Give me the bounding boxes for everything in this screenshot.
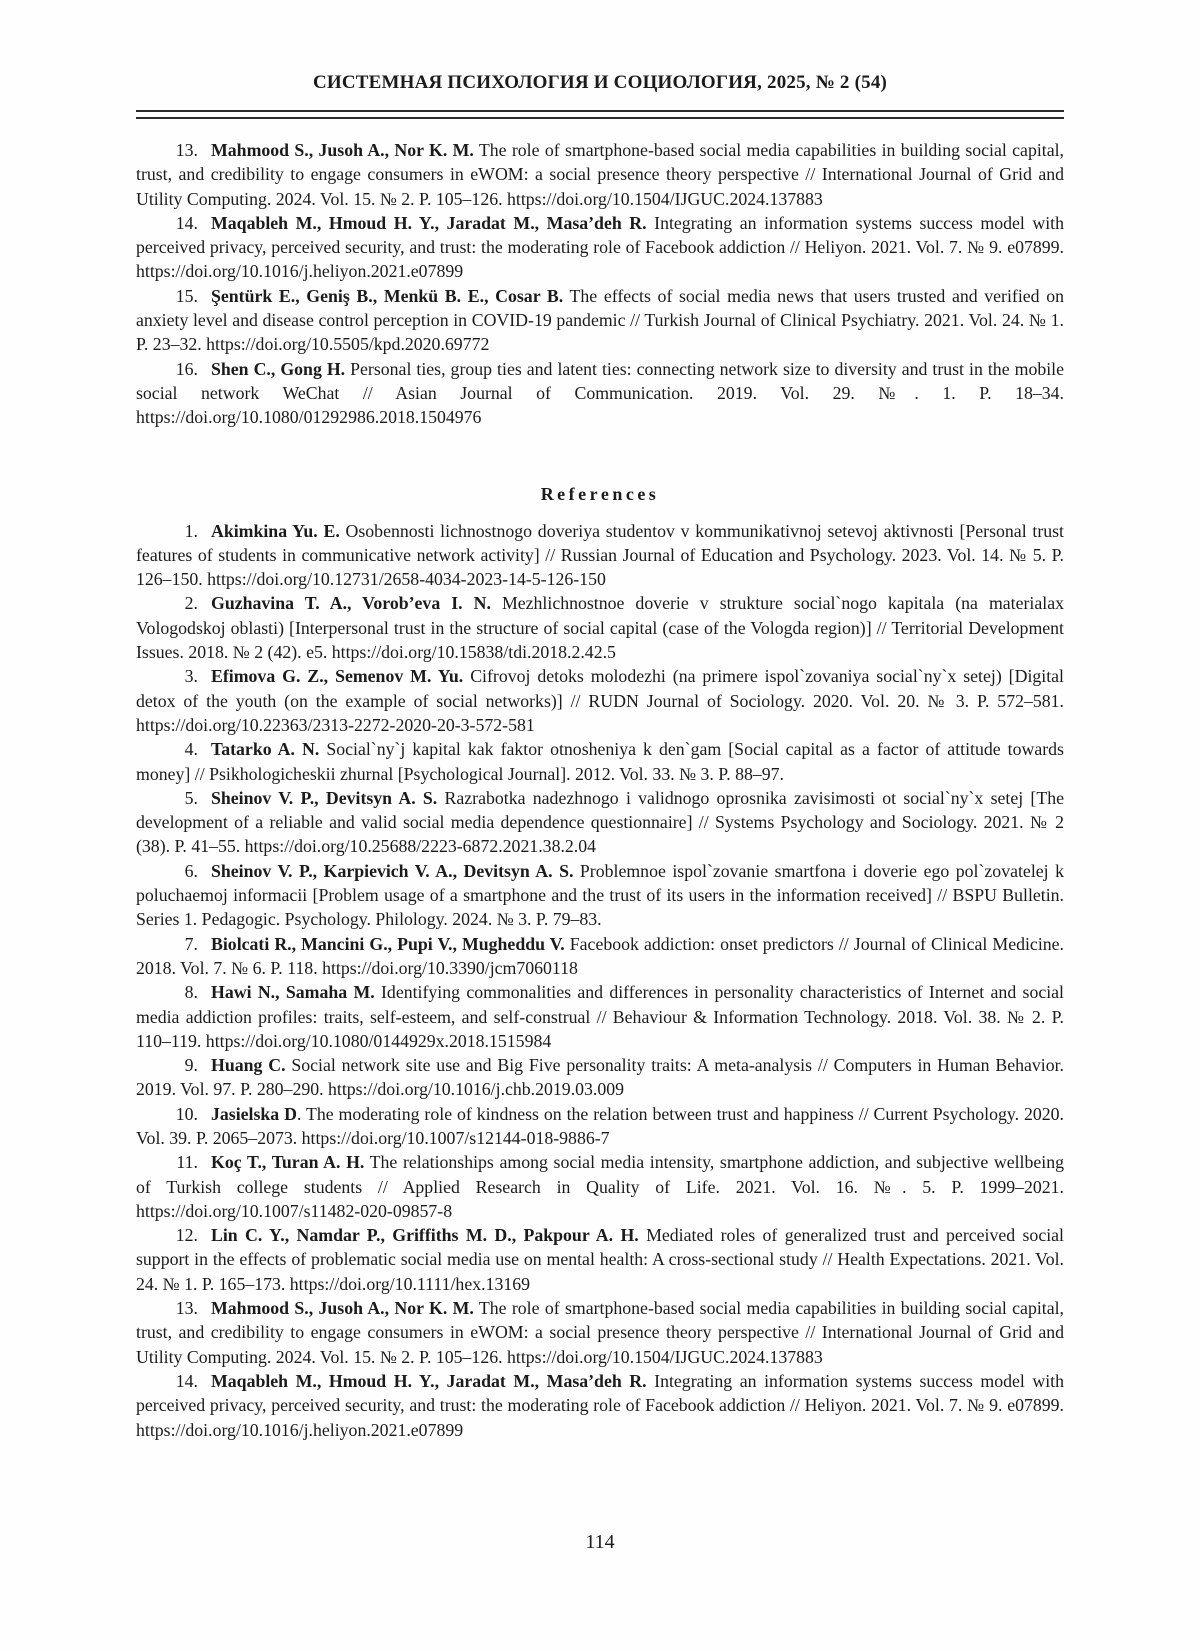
reference-authors: Efimova G. Z., Semenov M. Yu. [211, 666, 464, 687]
reference-number: 15. [175, 285, 198, 306]
reference-text: Personal ties, group ties and latent ties: connecting network size to diversity and trust in the mobile social network WeChat // Asian Journal of Communication. 2019. Vol. 29. №. 1. P. 18–34. https://doi.org/10.1080/01292986.2018.1504976 [136, 358, 1064, 428]
reference-number: 16. [175, 358, 198, 379]
reference-number: 13. [175, 140, 198, 160]
reference-number: 2. [184, 593, 198, 614]
reference-text: Mediated roles of generalized trust and perceived social support in the effects of problematic social media use on mental health: A cross-sectional study // Health Expectations. 2021. Vol. 24. № 1. P. 165–173. https://doi.org/10.1111/hex.13169 [136, 1225, 1064, 1294]
reference-authors: Lin C. Y., Namdar P., Griffiths M. D., Pakpour A. H. [211, 1225, 639, 1246]
reference-authors: Akimkina Yu. E. [211, 520, 340, 541]
reference-authors: Maqableh M., Hmoud H. Y., Jaradat M., Masa’deh R. [211, 212, 647, 233]
reference-entry [136, 1053, 1064, 1102]
reference-entry [136, 519, 1064, 592]
reference-entry [136, 980, 1064, 1053]
literature-list-tail [136, 138, 1064, 430]
reference-text: Razrabotka nadezhnogo i validnogo oprosnika zavisimosti ot social`ny`x setej [The development of a reliable and valid social media dependence questionnaire] // Systems Psychology and Sociology. 2021. № 2 (38). P. 41–55. https://doi.org/10.25688/2223-6872.2021.38.2.04 [136, 787, 1065, 857]
journal-title: СИСТЕМНАЯ ПСИХОЛОГИЯ И СОЦИОЛОГИЯ, 2025, № 2 (54) [312, 72, 888, 93]
reference-text: The relationships among social media intensity, smartphone addiction, and subjective wellbeing of Turkish college students // Applied Research in Quality of Life. 2021. Vol. 16. №. 5. P. 1999–2021. https://doi.org/10.1007/s11482-020-09857-8 [136, 1152, 1064, 1221]
reference-number: 14. [175, 1370, 198, 1391]
reference-text: Cifrovoj detoks molodezhi (na primere ispol`zovaniya social`ny`x setej) [Digital detox of the youth (on the example of social networks)] // RUDN Journal of Sociology. 2020. Vol. 20. № 3. P. 572–581. https://doi.org/10.22363/2313-2272-2020-20-3-572-581 [136, 666, 1064, 735]
reference-entry [136, 138, 1064, 211]
reference-authors: Mahmood S., Jusoh A., Nor K. M. [211, 1298, 474, 1319]
reference-number: 12. [175, 1225, 198, 1246]
reference-number: 10. [175, 1103, 198, 1124]
reference-number: 11. [176, 1152, 198, 1173]
reference-authors: Biolcati R., Mancini G., Pupi V., Mugheddu V. [211, 933, 565, 954]
reference-text: Facebook addiction: onset predictors // Journal of Clinical Medicine. 2018. Vol. 7. № 6. P. 118. https://doi.org/10.3390/jcm7060118 [136, 933, 1064, 978]
reference-authors: Sheinov V. P., Devitsyn A. S. [211, 787, 438, 808]
reference-entry [136, 211, 1064, 284]
reference-text: Problemnoe ispol`zovanie smartfona i doverie ego pol`zovatelej k poluchaemoj informacii [Problem usage of a smartphone and the trust of its users in the information received] // BSPU Bulletin. Series 1. Pedagogic. Psychology. Philology. 2024. № 3. P. 79–83. [136, 860, 1064, 930]
reference-entry [136, 591, 1064, 664]
reference-number: 14. [175, 212, 198, 233]
reference-text: Integrating an information systems success model with perceived privacy, perceived security, and trust: the moderating role of Facebook addiction // Heliyon. 2021. Vol. 7. № 9. e07899. https://doi.org/10.1016/j.heliyon.2021.e07899 [136, 1370, 1064, 1440]
reference-entry [136, 786, 1064, 859]
reference-number: 7. [184, 933, 198, 954]
reference-entry [136, 1150, 1064, 1223]
reference-authors: Koç T., Turan A. H. [211, 1152, 365, 1173]
reference-text: Mezhlichnostnoe doverie v strukture social`nogo kapitala (na materialax Vologodskoj oblasti) [Interpersonal trust in the structure of social capital (case of the Vologda region)] // Territorial Development Issues. 2018. № 2 (42). e5. https://doi.org/10.15838/tdi.2018.2.42.5 [136, 593, 1064, 663]
reference-entry [136, 284, 1064, 357]
reference-number: 4. [184, 739, 198, 760]
reference-entry [136, 1296, 1064, 1369]
reference-number: 3. [184, 666, 198, 687]
reference-entry [136, 1102, 1064, 1151]
reference-authors: Jasielska D [211, 1103, 297, 1124]
reference-number: 13. [175, 1298, 198, 1319]
reference-authors: Mahmood S., Jusoh A., Nor K. M. [211, 140, 474, 160]
references-content [136, 138, 1064, 1442]
reference-entry [136, 1369, 1064, 1442]
reference-entry [136, 357, 1064, 430]
reference-number: 8. [184, 982, 198, 1003]
reference-authors: Sheinov V. P., Karpievich V. A., Devitsyn A. S. [211, 860, 574, 881]
reference-text: Social`ny`j kapital kak faktor otnosheniya k den`gam [Social capital as a factor of attitude towards money] // Psikhologicheskii zhurnal [Psychological Journal]. 2012. Vol. 33. № 3. P. 88–97. [136, 739, 1064, 784]
reference-entry [136, 859, 1064, 932]
reference-authors: Tatarko A. N. [211, 739, 320, 760]
header-rule [136, 110, 1064, 119]
reference-authors: Maqableh M., Hmoud H. Y., Jaradat M., Masa’deh R. [211, 1370, 647, 1391]
reference-number: 9. [184, 1055, 198, 1076]
reference-authors: Hawi N., Samaha M. [211, 982, 375, 1003]
reference-text: The effects of social media news that users trusted and verified on anxiety level and disease control perception in COVID-19 pandemic // Turkish Journal of Clinical Psychiatry. 2021. Vol. 24. № 1. P. 23–32. https://doi.org/10.5505/kpd.2020.69772 [136, 285, 1064, 355]
reference-number: 1. [184, 520, 198, 541]
reference-authors: Huang C. [211, 1055, 286, 1076]
reference-text: Integrating an information systems success model with perceived privacy, perceived security, and trust: the moderating role of Facebook addiction // Heliyon. 2021. Vol. 7. № 9. e07899. https://doi.org/10.1016/j.heliyon.2021.e07899 [136, 212, 1064, 282]
reference-text: The role of smartphone-based social media capabilities in building social capital, trust, and credibility to engage consumers in eWOM: a social presence theory perspective // International Journal of Grid and Utility Computing. 2024. Vol. 15. № 2. P. 105–126. https://doi.org/10.1504/IJGUC.2024.137883 [136, 140, 1064, 209]
reference-entry [136, 737, 1064, 786]
reference-text: Social network site use and Big Five personality traits: A meta-analysis // Computers in Human Behavior. 2019. Vol. 97. P. 280–290. https://doi.org/10.1016/j.chb.2019.03.009 [136, 1055, 1064, 1100]
reference-authors: Shen C., Gong H. [211, 358, 346, 379]
reference-number: 5. [184, 787, 198, 808]
reference-text: Identifying commonalities and differences in personality characteristics of Internet and social media addiction profiles: traits, self-esteem, and self-construal // Behaviour & Information Technology. 2018. Vol. 38. № 2. P. 110–119. https://doi.org/10.1080/0144929x.2018.1515984 [136, 982, 1064, 1051]
reference-text: The role of smartphone-based social media capabilities in building social capital, trust, and credibility to engage consumers in eWOM: a social presence theory perspective // International Journal of Grid and Utility Computing. 2024. Vol. 15. № 2. P. 105–126. https://doi.org/10.1504/IJGUC.2024.137883 [136, 1298, 1064, 1367]
journal-header [136, 0, 1064, 119]
page-number: 114 [585, 1531, 615, 1553]
references-list [136, 519, 1064, 1442]
references-heading: References [540, 483, 660, 504]
reference-authors: Guzhavina T. A., Vorob’eva I. N. [211, 593, 491, 614]
reference-number: 6. [184, 860, 198, 881]
reference-entry [136, 664, 1064, 737]
reference-text: . The moderating role of kindness on the relation between trust and happiness // Current Psychology. 2020. Vol. 39. P. 2065–2073. https://doi.org/10.1007/s12144-018-9886-7 [136, 1103, 1064, 1148]
reference-entry [136, 932, 1064, 981]
reference-text: Osobennosti lichnostnogo doveriya studentov v kommunikativnoj setevoj aktivnosti [Personal trust features of students in communicative network activity] // Russian Journal of Education and Psychology. 2023. Vol. 14. № 5. P. 126–150. https://doi.org/10.12731/2658-4034-2023-14-5-126-150 [136, 520, 1064, 590]
reference-entry [136, 1223, 1064, 1296]
reference-authors: Şentürk E., Geniş B., Menkü B. E., Cosar B. [211, 285, 564, 306]
